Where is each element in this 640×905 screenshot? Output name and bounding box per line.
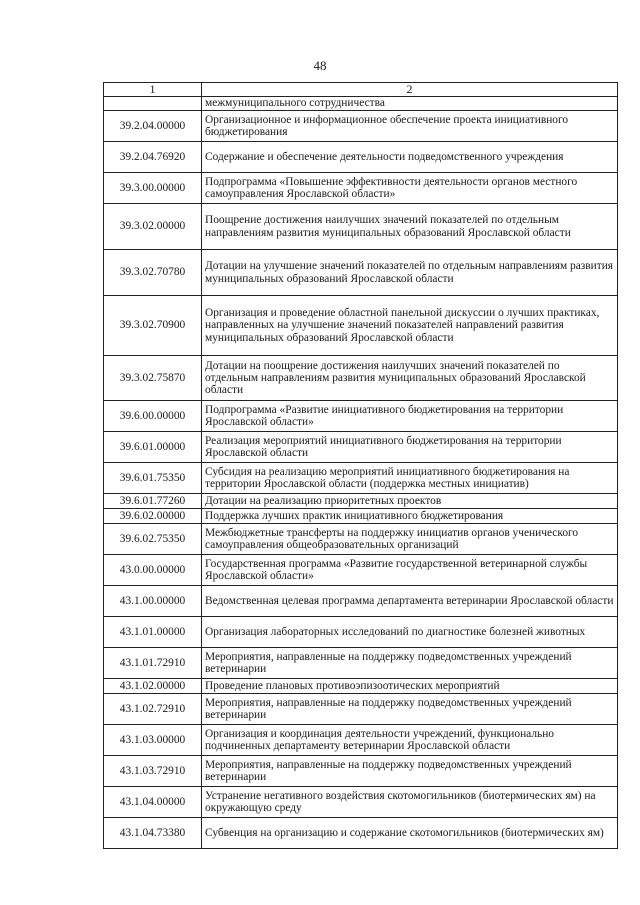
row-code: 43.1.00.00000	[104, 586, 202, 617]
row-code: 39.3.02.00000	[104, 204, 202, 250]
table-row	[104, 463, 618, 494]
table-row	[104, 648, 618, 679]
row-name: Дотации на улучшение значений показателей по отдельным направлениям развития муниципальных образований Ярославской области	[202, 250, 618, 296]
row-name: Межбюджетные трансферты на поддержку инициатив органов ученического самоуправления общеобразовательных организаций	[202, 524, 618, 555]
row-code: 39.6.01.00000	[104, 432, 202, 463]
row-code: 39.6.01.77260	[104, 494, 202, 509]
row-name: Дотации на реализацию приоритетных проектов	[202, 494, 618, 509]
row-code: 43.1.03.00000	[104, 725, 202, 756]
row-name: Устранение негативного воздействия скотомогильников (биотермических ям) на окружающую среду	[202, 787, 618, 818]
row-name: Реализация мероприятий инициативного бюджетирования на территории Ярославской области	[202, 432, 618, 463]
row-name: Мероприятия, направленные на поддержку подведомственных учреждений ветеринарии	[202, 648, 618, 679]
page-number: 48	[313, 58, 327, 73]
table-row	[104, 356, 618, 401]
row-name: Организация лабораторных исследований по диагностике болезней животных	[202, 617, 618, 648]
row-name: Проведение плановых противоэпизоотических мероприятий	[202, 679, 618, 694]
table-row	[104, 401, 618, 432]
table-row	[104, 111, 618, 142]
row-code: 39.6.01.75350	[104, 463, 202, 494]
row-name: Поддержка лучших практик инициативного бюджетирования	[202, 509, 618, 524]
column-header-code: 1	[104, 83, 202, 97]
row-code: 43.0.00.00000	[104, 555, 202, 586]
table-row	[104, 756, 618, 787]
row-code: 39.6.02.00000	[104, 509, 202, 524]
row-name: Ведомственная целевая программа департамента ветеринарии Ярославской области	[202, 586, 618, 617]
budget-classification-table	[103, 82, 618, 849]
table-row	[104, 97, 618, 111]
row-code: 43.1.02.72910	[104, 694, 202, 725]
table-row	[104, 173, 618, 204]
table-row	[104, 524, 618, 555]
table-row	[104, 818, 618, 849]
row-code: 39.3.02.70900	[104, 296, 202, 356]
row-name: Подпрограмма «Повышение эффективности деятельности органов местного самоуправления Ярославской области»	[202, 173, 618, 204]
row-name: Субсидия на реализацию мероприятий инициативного бюджетирования на территории Ярославской области (поддержка местных инициатив)	[202, 463, 618, 494]
row-code: 43.1.04.73380	[104, 818, 202, 849]
row-code: 43.1.01.72910	[104, 648, 202, 679]
row-name: Субвенция на организацию и содержание скотомогильников (биотермических ям)	[202, 818, 618, 849]
table-row	[104, 617, 618, 648]
row-code: 39.3.02.75870	[104, 356, 202, 401]
row-code: 39.3.02.70780	[104, 250, 202, 296]
row-code: 39.6.00.00000	[104, 401, 202, 432]
row-name: Мероприятия, направленные на поддержку подведомственных учреждений ветеринарии	[202, 694, 618, 725]
table-header-row	[104, 83, 618, 97]
row-name: Поощрение достижения наилучших значений показателей по отдельным направлениям развития муниципальных образований Ярославской области	[202, 204, 618, 250]
row-code: 43.1.04.00000	[104, 787, 202, 818]
table-row	[104, 694, 618, 725]
table-row	[104, 204, 618, 250]
row-name: межмуниципального сотрудничества	[202, 97, 618, 111]
row-code: 39.3.00.00000	[104, 173, 202, 204]
table-row	[104, 679, 618, 694]
table-row	[104, 725, 618, 756]
row-name: Мероприятия, направленные на поддержку подведомственных учреждений ветеринарии	[202, 756, 618, 787]
table-row	[104, 555, 618, 586]
row-name: Дотации на поощрение достижения наилучших значений показателей по отдельным направлениям развития муниципальных образований Ярославской области	[202, 356, 618, 401]
row-name: Государственная программа «Развитие государственной ветеринарной службы Ярославской области»	[202, 555, 618, 586]
table-row	[104, 509, 618, 524]
row-code: 39.2.04.00000	[104, 111, 202, 142]
row-code: 43.1.01.00000	[104, 617, 202, 648]
row-code: 39.6.02.75350	[104, 524, 202, 555]
row-code: 43.1.03.72910	[104, 756, 202, 787]
table-row	[104, 787, 618, 818]
row-code	[104, 97, 202, 111]
table-row	[104, 494, 618, 509]
column-header-name: 2	[202, 83, 618, 97]
row-name: Содержание и обеспечение деятельности подведомственного учреждения	[202, 142, 618, 173]
row-name: Организация и координация деятельности учреждений, функционально подчиненных департаменту ветеринарии Ярославской области	[202, 725, 618, 756]
row-name: Организация и проведение областной панельной дискуссии о лучших практиках, направленных на улучшение значений показателей направлений развития муниципальных образований Ярославской области	[202, 296, 618, 356]
table-row	[104, 142, 618, 173]
table-row	[104, 586, 618, 617]
row-name: Подпрограмма «Развитие инициативного бюджетирования на территории Ярославской области»	[202, 401, 618, 432]
table-row	[104, 432, 618, 463]
row-code: 43.1.02.00000	[104, 679, 202, 694]
row-name: Организационное и информационное обеспечение проекта инициативного бюджетирования	[202, 111, 618, 142]
table-row	[104, 296, 618, 356]
table-row	[104, 250, 618, 296]
row-code: 39.2.04.76920	[104, 142, 202, 173]
